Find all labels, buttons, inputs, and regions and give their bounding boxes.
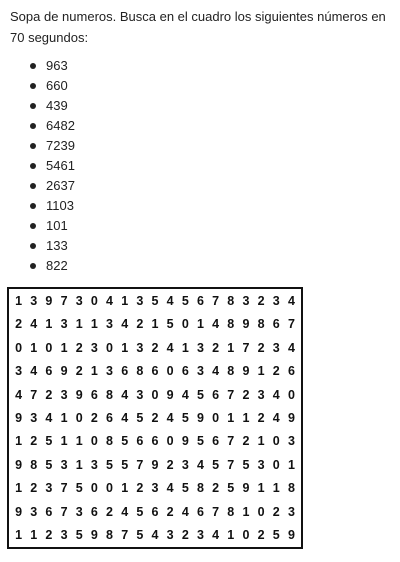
grid-cell: 9 — [287, 410, 295, 425]
grid-cell: 6 — [196, 293, 204, 308]
grid-cell: 7 — [136, 457, 144, 472]
grid-cell: 4 — [166, 410, 174, 425]
grid-cell: 0 — [287, 387, 295, 402]
grid-cell: 5 — [45, 434, 53, 449]
grid-cell: 1 — [151, 317, 159, 332]
grid-cell: 4 — [121, 317, 129, 332]
grid-cell: 4 — [106, 293, 113, 308]
grid-cell: 0 — [90, 293, 98, 308]
grid-cell: 2 — [272, 364, 280, 379]
grid-cell: 5 — [136, 410, 144, 425]
bullet-icon — [30, 123, 36, 129]
grid-cell: 4 — [272, 387, 280, 402]
grid-cell: 7 — [242, 340, 250, 355]
grid-cell: 5 — [227, 481, 235, 496]
grid-cell: 3 — [15, 364, 23, 379]
number-text: 7239 — [46, 138, 75, 153]
grid-cell: 8 — [227, 317, 235, 332]
grid-cell: 9 — [242, 481, 250, 496]
bullet-icon — [30, 243, 36, 249]
grid-cell: 4 — [272, 410, 280, 425]
grid-cell: 0 — [106, 340, 113, 355]
grid-cell: 3 — [181, 457, 189, 472]
grid-cell: 5 — [242, 457, 250, 472]
grid-cell: 9 — [166, 387, 174, 402]
grid-cell: 7 — [30, 387, 38, 402]
grid-cell: 4 — [121, 504, 129, 519]
grid-cell: 3 — [242, 293, 250, 308]
bullet-icon — [30, 63, 36, 69]
grid-cell: 2 — [75, 340, 83, 355]
grid-cell: 0 — [45, 340, 53, 355]
grid-cell: 7 — [227, 387, 235, 402]
grid-cell: 1 — [15, 481, 23, 496]
grid-cell: 6 — [151, 504, 159, 519]
grid-cell: 2 — [30, 434, 38, 449]
grid-cell: 7 — [60, 481, 68, 496]
grid-cell: 1 — [242, 504, 250, 519]
grid-cell: 3 — [196, 364, 204, 379]
grid-cell: 0 — [90, 481, 98, 496]
grid-cell: 8 — [196, 481, 204, 496]
grid-cell: 0 — [90, 434, 98, 449]
grid-cell: 1 — [45, 317, 53, 332]
grid-cell: 3 — [60, 387, 68, 402]
grid-cell: 4 — [166, 340, 174, 355]
grid-cell: 0 — [166, 434, 174, 449]
grid-cell: 2 — [166, 457, 174, 472]
grid-cell: 1 — [60, 340, 68, 355]
number-search-grid — [7, 287, 303, 549]
grid-cell: 1 — [257, 434, 265, 449]
grid-cell: 8 — [227, 293, 235, 308]
grid-cell: 0 — [272, 457, 280, 472]
grid-cell: 9 — [151, 457, 159, 472]
grid-cell: 9 — [75, 387, 83, 402]
grid-cell: 1 — [227, 410, 235, 425]
grid-cell: 2 — [151, 410, 159, 425]
grid-cell: 1 — [15, 528, 23, 543]
grid-cell: 6 — [90, 504, 98, 519]
grid-cell: 5 — [136, 504, 144, 519]
grid-cell: 6 — [181, 364, 189, 379]
grid-cell: 2 — [212, 481, 220, 496]
grid-cell: 3 — [196, 340, 204, 355]
grid-cell: 8 — [106, 387, 113, 402]
grid-cell: 1 — [75, 457, 83, 472]
grid-cell: 2 — [257, 340, 265, 355]
grid-cell: 5 — [75, 481, 83, 496]
grid-cell: 8 — [30, 457, 38, 472]
grid-cell: 2 — [136, 317, 144, 332]
grid-cell: 4 — [181, 387, 189, 402]
grid-cell: 2 — [212, 340, 220, 355]
grid-cell: 2 — [45, 387, 53, 402]
grid-cell: 0 — [75, 410, 83, 425]
grid-cell: 3 — [90, 340, 98, 355]
bullet-icon — [30, 83, 36, 89]
grid-cell: 9 — [45, 293, 53, 308]
grid-cell: 6 — [151, 434, 159, 449]
grid-cell: 2 — [151, 340, 159, 355]
grid-cell: 0 — [242, 528, 250, 543]
grid-cell: 1 — [75, 434, 83, 449]
grid-cell: 4 — [166, 293, 174, 308]
grid-cell: 4 — [15, 387, 23, 402]
grid-cell: 9 — [15, 504, 23, 519]
grid-cell: 5 — [181, 293, 189, 308]
grid-cell: 0 — [212, 410, 220, 425]
grid-cell: 3 — [257, 457, 265, 472]
grid-cell: 6 — [196, 504, 204, 519]
grid-cell: 0 — [166, 364, 174, 379]
grid-cell: 3 — [257, 387, 265, 402]
grid-cell: 6 — [212, 434, 220, 449]
grid-cell: 2 — [257, 293, 265, 308]
grid-cell: 4 — [181, 504, 189, 519]
grid-cell: 7 — [287, 317, 295, 332]
bullet-icon — [30, 223, 36, 229]
grid-cell: 8 — [106, 528, 113, 543]
grid-cell: 1 — [60, 434, 68, 449]
grid-cell: 3 — [90, 457, 98, 472]
grid-cell: 4 — [151, 528, 159, 543]
grid-cell: 5 — [45, 457, 53, 472]
grid-cell: 3 — [272, 340, 280, 355]
number-text: 660 — [46, 78, 68, 93]
bullet-icon — [30, 143, 36, 149]
grid-cell: 2 — [45, 528, 53, 543]
grid-cell: 3 — [136, 387, 144, 402]
grid-cell: 3 — [287, 434, 295, 449]
grid-cell: 1 — [257, 481, 265, 496]
grid-cell: 1 — [121, 340, 129, 355]
grid-cell: 1 — [90, 317, 98, 332]
bullet-icon — [30, 263, 36, 269]
grid-cell: 0 — [15, 340, 23, 355]
grid-cell: 9 — [60, 364, 68, 379]
grid-cell: 9 — [15, 410, 23, 425]
grid-cell: 3 — [45, 481, 53, 496]
grid-cell: 4 — [287, 293, 295, 308]
grid-cell: 3 — [75, 293, 83, 308]
grid-cell: 6 — [151, 364, 159, 379]
grid-cell: 0 — [151, 387, 159, 402]
grid-cell: 7 — [60, 293, 68, 308]
grid-cell: 3 — [287, 504, 295, 519]
grid-cell: 9 — [90, 528, 98, 543]
grid-cell: 0 — [181, 317, 189, 332]
grid-cell: 4 — [121, 410, 129, 425]
number-text: 2637 — [46, 178, 75, 193]
grid-cell: 7 — [60, 504, 68, 519]
number-text: 439 — [46, 98, 68, 113]
grid-cell: 3 — [30, 293, 38, 308]
grid-cell: 3 — [30, 410, 38, 425]
grid-cell: 1 — [257, 364, 265, 379]
grid-cell: 3 — [60, 317, 68, 332]
number-text: 822 — [46, 258, 68, 273]
grid-cell: 2 — [257, 528, 265, 543]
grid-cell: 2 — [106, 504, 113, 519]
grid-cell: 9 — [15, 457, 23, 472]
grid-cell: 1 — [30, 528, 38, 543]
grid-cell: 3 — [75, 504, 83, 519]
number-text: 101 — [46, 218, 68, 233]
grid-cell: 1 — [196, 317, 204, 332]
grid-cell: 6 — [287, 364, 295, 379]
grid-cell: 3 — [136, 340, 144, 355]
grid-cell: 5 — [272, 528, 280, 543]
grid-cell: 4 — [212, 317, 220, 332]
grid-cell: 4 — [45, 410, 53, 425]
grid-cell: 1 — [227, 340, 235, 355]
bullet-icon — [30, 183, 36, 189]
instructions-text: Sopa de numeros. Busca en el cuadro los siguientes números en 70 segundos: — [10, 9, 386, 45]
grid-cell: 4 — [166, 481, 174, 496]
grid-cell: 9 — [196, 410, 204, 425]
grid-cell: 5 — [106, 457, 113, 472]
grid-cell: 5 — [151, 293, 159, 308]
grid-cell: 1 — [90, 364, 98, 379]
grid-cell: 5 — [75, 528, 83, 543]
grid-cell: 9 — [287, 528, 295, 543]
grid-cell: 9 — [181, 434, 189, 449]
grid-cell: 7 — [212, 293, 220, 308]
grid-cell: 7 — [227, 457, 235, 472]
grid-cell: 2 — [136, 481, 144, 496]
grid-cell: 4 — [121, 387, 129, 402]
grid-cell: 2 — [90, 410, 98, 425]
grid-cell: 1 — [75, 317, 83, 332]
grid-cell: 8 — [227, 364, 235, 379]
bullet-icon — [30, 163, 36, 169]
grid-cell: 6 — [212, 387, 220, 402]
grid-cell: 3 — [136, 293, 144, 308]
grid-cell: 5 — [136, 528, 144, 543]
grid-cell: 2 — [272, 504, 280, 519]
grid-cell: 1 — [121, 481, 129, 496]
grid-cell: 0 — [106, 481, 113, 496]
grid-cell: 6 — [272, 317, 280, 332]
grid-cell: 5 — [196, 434, 204, 449]
grid-cell: 5 — [181, 481, 189, 496]
grid-cell: 5 — [212, 457, 220, 472]
grid-cell: 2 — [242, 434, 250, 449]
grid-cell: 3 — [151, 481, 159, 496]
grid-cell: 6 — [45, 364, 53, 379]
grid-cell: 5 — [181, 410, 189, 425]
grid-cell: 8 — [106, 434, 113, 449]
grid-cell: 7 — [121, 528, 129, 543]
grid-cell: 3 — [60, 457, 68, 472]
grid-cell: 8 — [257, 317, 265, 332]
grid-cell: 2 — [242, 387, 250, 402]
grid-cell: 0 — [272, 434, 280, 449]
grid-cell: 8 — [287, 481, 295, 496]
grid-cell: 1 — [15, 293, 23, 308]
grid-cell: 1 — [242, 410, 250, 425]
grid-cell: 8 — [136, 364, 144, 379]
grid-cell: 6 — [106, 410, 113, 425]
grid-cell: 6 — [136, 434, 144, 449]
grid-cell: 6 — [121, 364, 129, 379]
grid-cell: 4 — [287, 340, 295, 355]
grid-cell: 5 — [121, 457, 129, 472]
number-text: 6482 — [46, 118, 75, 133]
grid-cell: 8 — [227, 504, 235, 519]
grid-cell: 2 — [15, 317, 23, 332]
grid-cell: 1 — [15, 434, 23, 449]
number-text: 1103 — [46, 198, 74, 213]
grid-cell: 4 — [196, 457, 204, 472]
bullet-icon — [30, 203, 36, 209]
grid-cell: 9 — [242, 364, 250, 379]
grid-cell: 0 — [257, 504, 265, 519]
grid-cell: 4 — [30, 317, 38, 332]
grid-cell: 3 — [196, 528, 204, 543]
grid-cell: 9 — [242, 317, 250, 332]
grid-cell: 1 — [287, 457, 295, 472]
number-text: 963 — [46, 58, 68, 73]
grid-cell: 4 — [30, 364, 38, 379]
grid-cell: 6 — [90, 387, 98, 402]
grid-cell: 2 — [75, 364, 83, 379]
grid-cell: 3 — [30, 504, 38, 519]
grid-cell: 1 — [30, 340, 38, 355]
grid-cell: 4 — [212, 528, 220, 543]
grid-cell: 5 — [121, 434, 129, 449]
grid-cell: 1 — [181, 340, 189, 355]
grid-cell: 2 — [30, 481, 38, 496]
number-text: 133 — [46, 238, 68, 253]
grid-cell: 1 — [60, 410, 68, 425]
grid-cell: 1 — [121, 293, 129, 308]
grid-cell: 2 — [166, 504, 174, 519]
grid-cell: 3 — [106, 364, 113, 379]
grid-cell: 7 — [227, 434, 235, 449]
grid-cell: 1 — [272, 481, 280, 496]
grid-cell: 6 — [45, 504, 53, 519]
grid-cell: 5 — [166, 317, 174, 332]
grid-cell: 1 — [227, 528, 235, 543]
bullet-icon — [30, 103, 36, 109]
grid-cell: 3 — [60, 528, 68, 543]
grid-cell: 2 — [257, 410, 265, 425]
grid-cell: 2 — [181, 528, 189, 543]
grid-cell: 7 — [212, 504, 220, 519]
grid-cell: 3 — [106, 317, 113, 332]
grid-cell: 3 — [166, 528, 174, 543]
grid-cell: 4 — [212, 364, 220, 379]
grid-cell: 5 — [196, 387, 204, 402]
number-text: 5461 — [46, 158, 75, 173]
grid-cell: 3 — [272, 293, 280, 308]
